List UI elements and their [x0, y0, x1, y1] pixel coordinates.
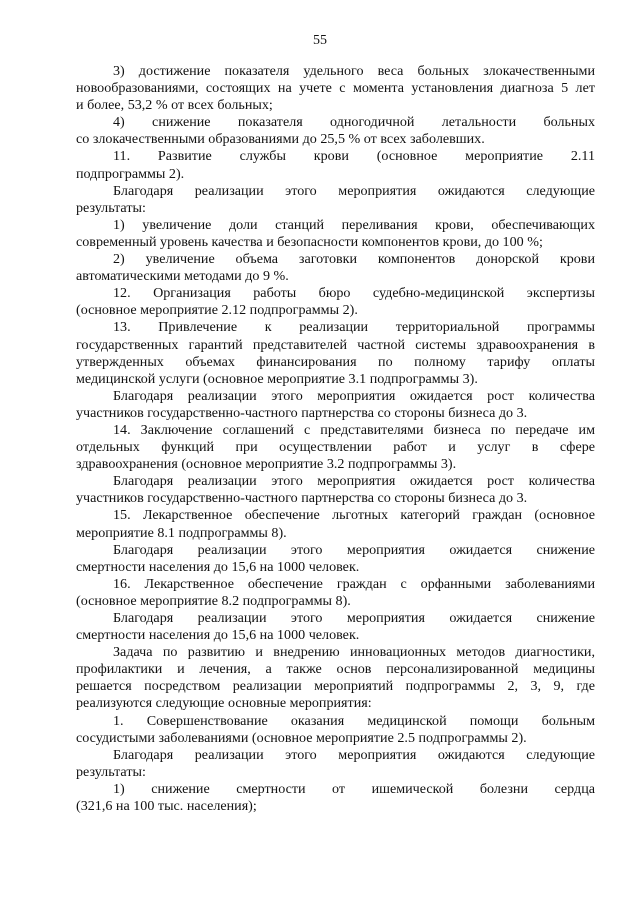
- text-line: государственных гарантий представителей частной системы здравоохранения в: [76, 336, 595, 353]
- text-line: Благодаря реализации этого мероприятия ожидаются следующие: [113, 182, 595, 199]
- paragraph: [76, 388, 595, 422]
- text-line: участников государственно-частного партнерства со стороны бизнеса до 3.: [76, 490, 528, 507]
- text-line: Благодаря реализации этого мероприятия ожидается рост количества: [113, 387, 595, 404]
- paragraph: [76, 747, 595, 781]
- text-line: 15. Лекарственное обеспечение льготных категорий граждан (основное: [113, 507, 595, 524]
- text-line: 1. Совершенствование оказания медицинской помощи больным: [113, 712, 595, 729]
- paragraph: [76, 63, 595, 114]
- text-line: отдельных функций при осуществлении работ и услуг в сфере: [76, 439, 595, 456]
- paragraph: [76, 473, 595, 507]
- text-line: автоматическими методами до 9 %.: [76, 268, 289, 285]
- paragraph: [76, 422, 595, 473]
- text-line: новообразованиями, состоящих на учете с момента установления диагноза 5 лет: [76, 80, 595, 97]
- text-line: результаты:: [76, 199, 146, 216]
- text-line: и более, 53,2 % от всех больных;: [76, 97, 273, 114]
- text-line: Благодаря реализации этого мероприятия ожидается рост количества: [113, 473, 595, 490]
- text-line: участников государственно-частного партнерства со стороны бизнеса до 3.: [76, 404, 528, 421]
- document-body: [76, 63, 595, 815]
- text-line: 4) снижение показателя одногодичной летальности больных: [113, 114, 595, 131]
- paragraph: [76, 319, 595, 387]
- text-line: профилактики и лечения, а также основ персонализированной медицины: [76, 661, 595, 678]
- text-line: решается посредством реализации мероприятий подпрограммы 2, 3, 9, где: [76, 678, 595, 695]
- paragraph: [76, 507, 595, 541]
- text-line: (основное мероприятие 2.12 подпрограммы 2).: [76, 302, 358, 319]
- text-line: подпрограммы 2).: [76, 165, 185, 182]
- paragraph: [76, 644, 595, 712]
- text-line: Задача по развитию и внедрению инновационных методов диагностики,: [113, 644, 595, 661]
- text-line: реализуются следующие основные мероприятия:: [76, 695, 372, 712]
- text-line: сосудистыми заболеваниями (основное мероприятие 2.5 подпрограммы 2).: [76, 729, 527, 746]
- paragraph: [76, 217, 595, 251]
- text-line: Благодаря реализации этого мероприятия ожидается снижение: [113, 610, 595, 626]
- text-line: Благодаря реализации этого мероприятия ожидается снижение: [113, 541, 595, 558]
- text-line: утвержденных объемах финансирования по полному тарифу оплаты: [76, 353, 595, 370]
- text-line: 1) снижение смертности от ишемической болезни сердца: [113, 780, 595, 797]
- text-line: результаты:: [76, 763, 146, 780]
- text-line: 13. Привлечение к реализации территориальной программы: [113, 319, 595, 336]
- text-line: смертности населения до 15,6 на 1000 человек.: [76, 627, 360, 644]
- text-line: (основное мероприятие 8.2 подпрограммы 8).: [76, 592, 351, 609]
- text-line: 11. Развитие службы крови (основное мероприятие 2.11: [113, 148, 595, 165]
- text-line: (321,6 на 100 тыс. населения);: [76, 798, 257, 815]
- paragraph: [76, 183, 595, 217]
- text-line: 12. Организация работы бюро судебно-медицинской экспертизы: [113, 285, 595, 302]
- text-line: мероприятие 8.1 подпрограммы 8).: [76, 524, 287, 541]
- paragraph: [76, 285, 595, 319]
- paragraph: [76, 713, 595, 747]
- text-line: медицинской услуги (основное мероприятие 3.1 подпрограммы 3).: [76, 370, 478, 387]
- text-line: 3) достижение показателя удельного веса больных злокачественными: [113, 63, 595, 79]
- paragraph: [76, 148, 595, 182]
- paragraph: [76, 781, 595, 815]
- text-line: со злокачественными образованиями до 25,5 % от всех заболевших.: [76, 131, 485, 148]
- text-line: 14. Заключение соглашений с представителями бизнеса по передаче им: [113, 421, 595, 438]
- text-line: 16. Лекарственное обеспечение граждан с орфанными заболеваниями: [113, 575, 595, 592]
- paragraph: [76, 610, 595, 644]
- text-line: современный уровень качества и безопасности компонентов крови, до 100 %;: [76, 233, 543, 250]
- paragraph: [76, 542, 595, 576]
- text-line: 2) увеличение объема заготовки компонентов донорской крови: [113, 251, 595, 268]
- paragraph: [76, 251, 595, 285]
- text-line: Благодаря реализации этого мероприятия ожидаются следующие: [113, 746, 595, 763]
- page-number: 55: [313, 33, 327, 48]
- text-line: здравоохранения (основное мероприятие 3.2 подпрограммы 3).: [76, 456, 457, 473]
- paragraph: [76, 114, 595, 148]
- text-line: 1) увеличение доли станций переливания крови, обеспечивающих: [113, 216, 595, 233]
- paragraph: [76, 576, 595, 610]
- text-line: смертности населения до 15,6 на 1000 человек.: [76, 558, 360, 575]
